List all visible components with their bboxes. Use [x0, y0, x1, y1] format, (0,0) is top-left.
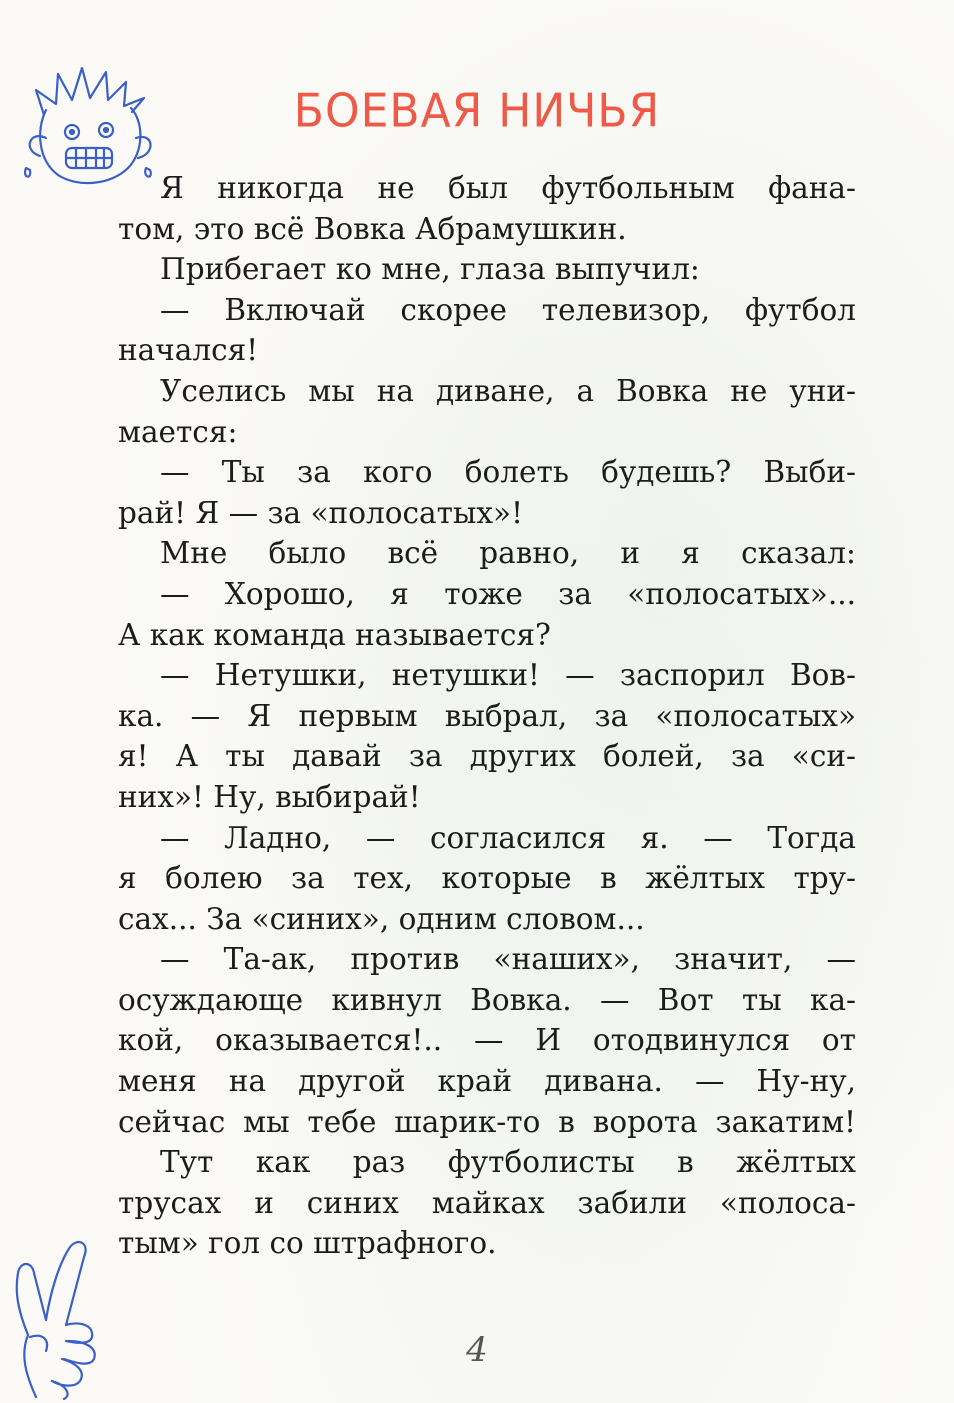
text-line: я болею за тех, которые в жёлтых тру-	[118, 861, 856, 896]
text-line: — Нетушки, нетушки! — заспорил Вов-	[160, 658, 856, 693]
text-line: Уселись мы на диване, а Вовка не уни-	[160, 373, 856, 408]
text-line: Я никогда не был футбольным фана-	[160, 171, 856, 205]
page-title: БОЕВАЯ НИЧЬЯ	[293, 84, 661, 139]
page-number: 4	[466, 1330, 488, 1370]
text-line: Тут как раз футболисты в жёлтых	[160, 1145, 856, 1180]
text-line: — Та-ак, против «наших», значит, —	[160, 942, 856, 977]
text-line: — Включай скорее телевизор, футбол	[160, 292, 856, 327]
victory-hand-doodle-icon	[6, 1225, 136, 1400]
story-text	[118, 168, 856, 1264]
text-line: начался!	[118, 333, 259, 368]
text-line: рай! Я — за «полосатых»!	[118, 495, 523, 530]
text-line: кой, оказывается!.. — И отодвинулся от	[118, 1023, 856, 1058]
text-line: я! А ты давай за других болей, за «си-	[118, 739, 856, 774]
text-line: ка. — Я первым выбрал, за «полосатых»	[118, 698, 856, 733]
text-line: — Хорошо, я тоже за «полосатых»...	[160, 576, 856, 611]
text-line: меня на другой край дивана. — Ну-ну,	[118, 1064, 856, 1099]
text-line: осуждающе кивнул Вовка. — Вот ты ка-	[118, 982, 856, 1017]
text-line: том, это всё Вовка Абрамушкин.	[118, 211, 627, 246]
text-line: — Ладно, — согласился я. — Тогда	[160, 820, 856, 855]
text-line: — Ты за кого болеть будешь? Выби-	[160, 455, 856, 490]
text-line: сейчас мы тебе шарик-то в ворота закатим!	[118, 1104, 856, 1139]
text-line: трусах и синих майках забили «полоса-	[118, 1185, 856, 1220]
text-line: мается:	[118, 414, 238, 449]
text-line: сах... За «синих», одним словом...	[118, 901, 645, 936]
text-line: А как команда называется?	[118, 617, 551, 652]
text-line: Мне было всё равно, и я сказал:	[160, 536, 856, 571]
text-line: тым» гол со штрафного.	[118, 1226, 497, 1261]
text-line: них»! Ну, выбирай!	[118, 779, 421, 814]
text-line: Прибегает ко мне, глаза выпучил:	[160, 252, 700, 287]
